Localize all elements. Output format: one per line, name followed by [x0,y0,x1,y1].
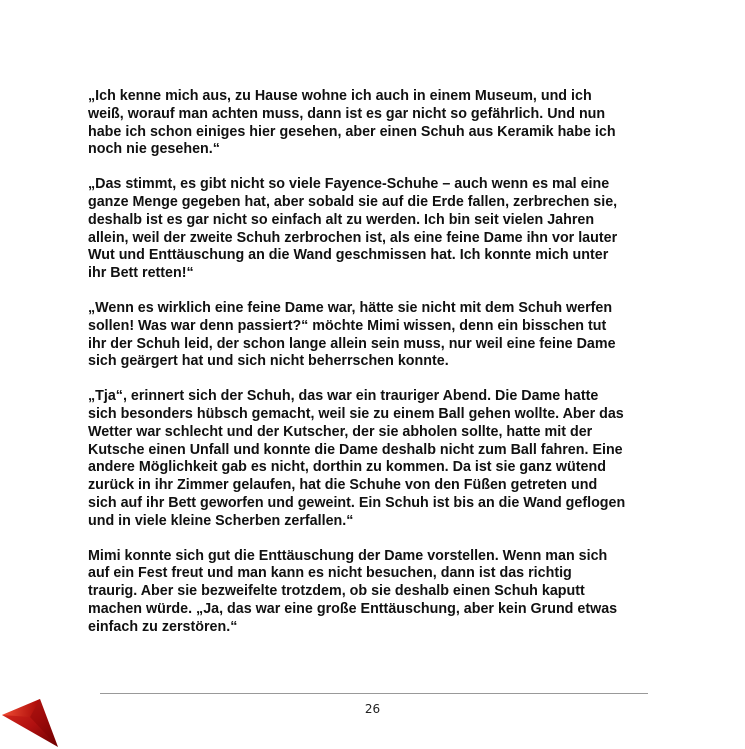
paragraph-2: „Das stimmt, es gibt nicht so viele Fayence-Schuhe – auch wenn es mal eine ganze Menge gegeben hat, aber sobald sie auf die Erde fallen, zerbrechen sie, deshalb ist es gar nicht so einfach alt zu werden. Ich bin seit vielen Jahren allein, weil der zweite Schuh zerbrochen ist, als eine feine Dame ihn vor lauter Wut und Enttäuschung an die Wand geschmissen hat. Ich konnte mich unter ihr Bett retten!“ [88,176,618,282]
page-body [88,88,658,654]
page-curl-icon [0,695,60,749]
page-number: 26 [364,702,381,716]
footer-divider [100,693,648,694]
paragraph-1: „Ich kenne mich aus, zu Hause wohne ich auch in einem Museum, und ich weiß, worauf man achten muss, dann ist es gar nicht so gefährlich. Und nun habe ich schon einiges hier gesehen, aber einen Schuh aus Keramik habe ich noch nie gesehen.“ [88,88,616,158]
paragraph-5: Mimi konnte sich gut die Enttäuschung der Dame vorstellen. Wenn man sich auf ein Fest freut und man kann es nicht besuchen, dann ist das richtig traurig. Aber sie bezweifelte trotzdem, ob sie deshalb einen Schuh kaputt machen würde. „Ja, das war eine große Enttäuschung, aber kein Grund etwas einfach zu zerstören.“ [88,547,618,635]
paragraph-4: „Tja“, erinnert sich der Schuh, das war ein trauriger Abend. Die Dame hatte sich besonders hübsch gemacht, weil sie zu einem Ball gehen wollte. Aber das Wetter war schlecht und der Kutscher, der sie abholen sollte, hatte mit der Kutsche einen Unfall und konnte die Dame deshalb nicht zum Ball fahren. Eine andere Möglichkeit gab es nicht, dorthin zu kommen. Da ist sie ganz wütend zurück in ihr Zimmer gelaufen, hat die Schuhe von den Füßen getreten und sich auf ihr Bett geworfen und geweint. Ein Schuh ist bis an die Wand geflogen und in viele kleine Scherben zerfallen.“ [88,388,626,529]
paragraph-3: „Wenn es wirklich eine feine Dame war, hätte sie nicht mit dem Schuh werfen sollen! Was war denn passiert?“ möchte Mimi wissen, denn ein bisschen tut ihr der Schuh leid, der schon lange allein sein muss, nur weil eine feine Dame sich geärgert hat und sich nicht beherrschen konnte. [88,299,616,370]
